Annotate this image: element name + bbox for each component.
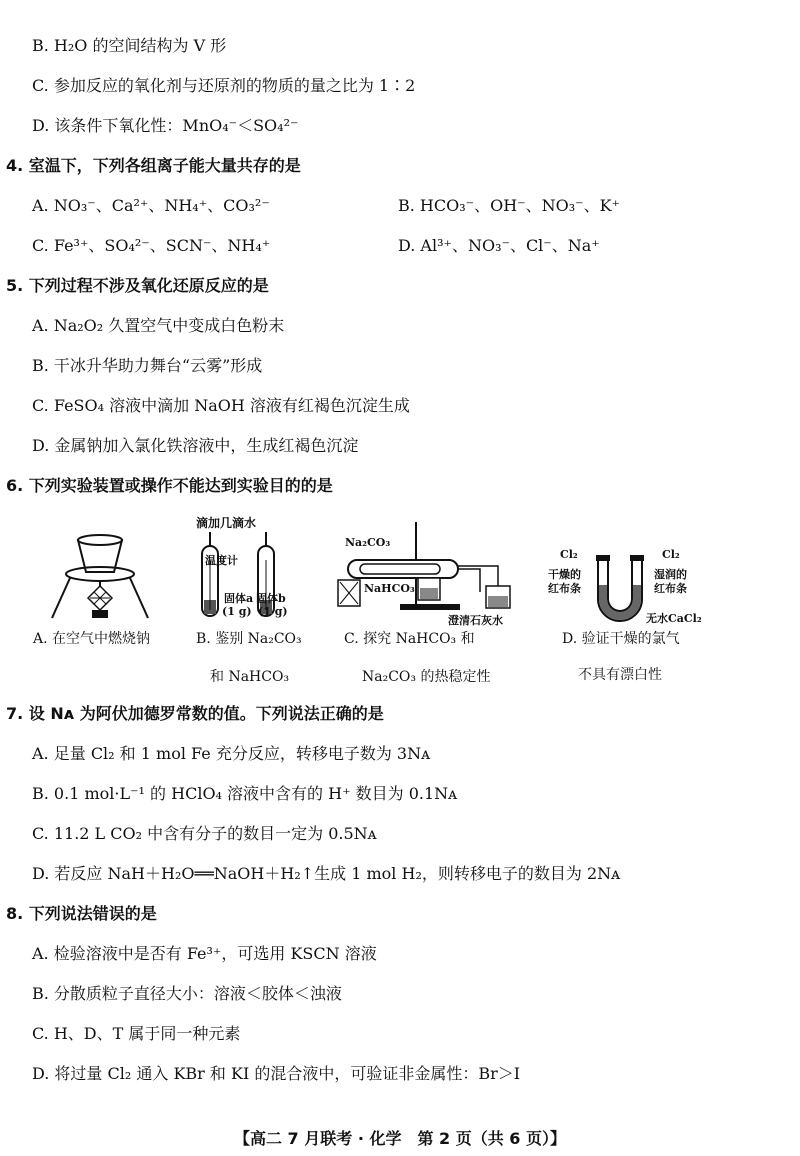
figure-b-solid-a: 固体a — [224, 592, 254, 605]
figure-c-caption-1: C. 探究 NaHCO₃ 和 — [344, 631, 475, 647]
q7-option-c: C. 11.2 L CO₂ 中含有分子的数目一定为 0.5Nᴀ — [32, 824, 377, 843]
figure-b-solid-a-mass: (1 g) — [222, 605, 252, 618]
figure-d-wet-label-1: 湿润的 — [654, 568, 687, 581]
q4-option-a: A. NO₃⁻、Ca²⁺、NH₄⁺、CO₃²⁻ — [32, 196, 270, 215]
figure-c-caption-2: Na₂CO₃ 的热稳定性 — [362, 669, 491, 685]
q3-option-c: C. 参加反应的氧化剂与还原剂的物质的量之比为 1∶2 — [32, 76, 416, 95]
figure-d-caption-1: D. 验证干燥的氯气 — [562, 631, 680, 647]
q3-option-b: B. H₂O 的空间结构为 V 形 — [32, 36, 227, 55]
q5-option-d: D. 金属钠加入氯化铁溶液中，生成红褐色沉淀 — [32, 436, 359, 455]
q7-stem: 7. 设 Nᴀ 为阿伏加德罗常数的值。下列说法正确的是 — [6, 704, 384, 723]
q4-option-d: D. Al³⁺、NO₃⁻、Cl⁻、Na⁺ — [398, 236, 600, 255]
q3-option-d: D. 该条件下氧化性：MnO₄⁻＜SO₄²⁻ — [32, 116, 299, 135]
q4-option-b: B. HCO₃⁻、OH⁻、NO₃⁻、K⁺ — [398, 196, 620, 215]
figure-a-crucible-tripod — [40, 520, 160, 625]
q7-option-b: B. 0.1 mol·L⁻¹ 的 HClO₄ 溶液中含有的 H⁺ 数目为 0.1Nᴀ — [32, 784, 458, 803]
figure-d-u-tube — [590, 555, 650, 623]
q8-stem: 8. 下列说法错误的是 — [6, 904, 157, 923]
figure-d-dry-label-2: 红布条 — [548, 582, 581, 595]
figure-b-solid-b: 固体b — [256, 592, 286, 605]
q7-option-d: D. 若反应 NaH＋H₂O══NaOH＋H₂↑生成 1 mol H₂，则转移电子的数目为 2Nᴀ — [32, 864, 621, 883]
figure-d-cl2-right: Cl₂ — [662, 548, 680, 561]
figure-d-cl2-left: Cl₂ — [560, 548, 578, 561]
figure-d-wet-label-2: 红布条 — [654, 582, 687, 595]
figure-b-caption-2: 和 NaHCO₃ — [210, 669, 290, 685]
q6-stem: 6. 下列实验装置或操作不能达到实验目的的是 — [6, 476, 333, 495]
q5-option-a: A. Na₂O₂ 久置空气中变成白色粉末 — [32, 316, 285, 335]
figure-d-dry-label-1: 干燥的 — [548, 568, 581, 581]
figure-b-top-label: 滴加几滴水 — [196, 516, 257, 530]
q8-option-c: C. H、D、T 属于同一种元素 — [32, 1024, 241, 1043]
figure-c-na2co3-label: Na₂CO₃ — [345, 536, 391, 549]
q5-option-b: B. 干冰升华助力舞台“云雾”形成 — [32, 356, 263, 375]
figure-d-caption-2: 不具有漂白性 — [578, 667, 662, 683]
figure-c-apparatus — [330, 520, 525, 620]
q8-option-d: D. 将过量 Cl₂ 通入 KBr 和 KI 的混合液中，可验证非金属性：Br＞I — [32, 1064, 521, 1083]
figure-c-nahco3-label: NaHCO₃ — [364, 582, 415, 595]
page-footer: 【高二 7 月联考 · 化学 第 2 页（共 6 页）】 — [233, 1129, 567, 1148]
figure-d-cacl2-label: 无水CaCl₂ — [646, 612, 702, 625]
figure-b-solid-b-mass: (1 g) — [258, 605, 288, 618]
q8-option-b: B. 分散质粒子直径大小：溶液＜胶体＜浊液 — [32, 984, 342, 1003]
q5-option-c: C. FeSO₄ 溶液中滴加 NaOH 溶液有红褐色沉淀生成 — [32, 396, 410, 415]
figure-b-caption-1: B. 鉴别 Na₂CO₃ — [196, 631, 302, 647]
figure-b-thermometer-label: 温度计 — [205, 554, 238, 567]
q4-option-c: C. Fe³⁺、SO₄²⁻、SCN⁻、NH₄⁺ — [32, 236, 271, 255]
figure-a-caption: A. 在空气中燃烧钠 — [33, 631, 151, 647]
q8-option-a: A. 检验溶液中是否有 Fe³⁺，可选用 KSCN 溶液 — [32, 944, 377, 963]
q7-option-a: A. 足量 Cl₂ 和 1 mol Fe 充分反应，转移电子数为 3Nᴀ — [32, 744, 431, 763]
q5-stem: 5. 下列过程不涉及氧化还原反应的是 — [6, 276, 269, 295]
figure-c-limewater-label: 澄清石灰水 — [448, 614, 503, 627]
q4-stem: 4. 室温下，下列各组离子能大量共存的是 — [6, 156, 301, 175]
